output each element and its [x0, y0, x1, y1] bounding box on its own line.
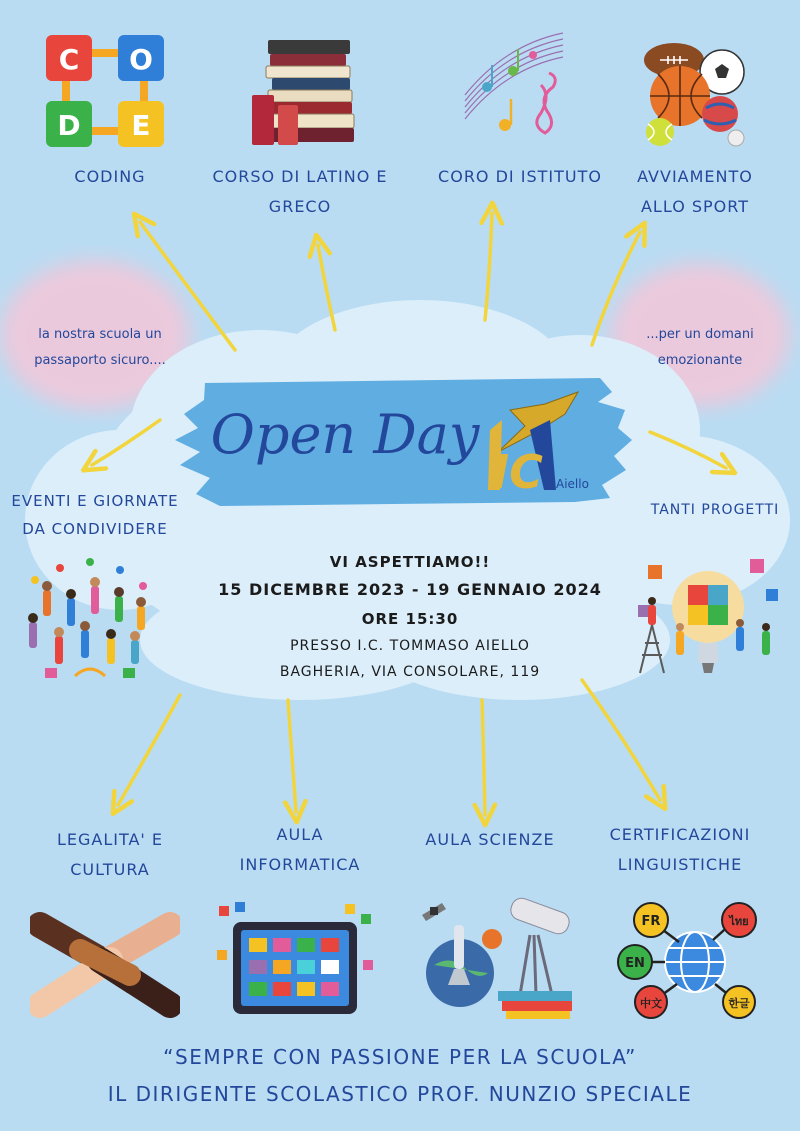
event-address: BAGHERIA, VIA CONSOLARE, 119	[279, 664, 541, 680]
code-letter-e: E	[131, 109, 151, 142]
arrow-informatica	[288, 700, 296, 812]
event-invite: VI ASPETTIAMO!!	[329, 553, 491, 571]
label-aula-informatica: AULA INFORMATICA	[239, 825, 361, 874]
tagline-right: ...per un domani emozionante	[646, 327, 754, 368]
arrow-scienze	[482, 700, 485, 815]
label-avviamento-sport: AVVIAMENTO ALLO SPORT	[637, 167, 753, 216]
event-venue: PRESSO I.C. TOMMASO AIELLO	[290, 638, 530, 654]
footer-signature: IL DIRIGENTE SCOLASTICO PROF. NUNZIO SPECIALE	[107, 1082, 693, 1106]
joined-hands-icon	[30, 905, 180, 1020]
label-legalita-cultura: LEGALITA' E CULTURA	[56, 830, 164, 879]
label-tanti-progetti: TANTI PROGETTI	[650, 502, 780, 518]
sports-balls-icon	[638, 38, 748, 148]
lang-ko: 한글	[728, 997, 750, 1010]
open-day-title: Open Day	[210, 403, 480, 466]
label-coding: CODING	[74, 167, 146, 186]
telescope-space-icon	[420, 895, 580, 1020]
code-blocks-icon	[44, 33, 166, 149]
music-notes-icon	[455, 25, 565, 140]
lang-zh: 中文	[640, 997, 662, 1010]
footer-quote: “SEMPRE CON PASSIONE PER LA SCUOLA”	[163, 1045, 637, 1069]
arrow-certificazioni	[582, 680, 660, 800]
label-aula-scienze: AULA SCIENZE	[425, 830, 555, 849]
tablet-apps-icon	[215, 900, 375, 1020]
event-time: ORE 15:30	[361, 610, 459, 628]
logo-subtext: Aiello	[556, 477, 589, 491]
label-eventi-giornate: EVENTI E GIORNATE DA CONDIVIDERE	[11, 492, 179, 538]
code-letter-d: D	[57, 109, 81, 142]
code-letter-o: O	[129, 43, 153, 76]
arrow-latino	[318, 245, 335, 330]
lang-fr: FR	[641, 914, 661, 929]
label-coro-istituto: CORO DI ISTITUTO	[438, 167, 602, 186]
event-dates: 15 DICEMBRE 2023 - 19 GENNAIO 2024	[218, 580, 602, 599]
languages-globe-icon	[615, 900, 775, 1020]
puzzle-team-icon	[628, 545, 788, 675]
tagline-left: la nostra scuola un passaporto sicuro....	[34, 327, 166, 368]
lang-th: ไทย	[729, 915, 749, 928]
book-stack-icon	[248, 35, 358, 155]
label-corso-latino-greco: CORSO DI LATINO E GRECO	[212, 167, 388, 216]
arrow-legalita	[118, 695, 180, 805]
label-certificazioni-linguistiche: CERTIFICAZIONI LINGUISTICHE	[609, 825, 751, 874]
logo-letters: IC	[492, 445, 543, 499]
party-people-icon	[15, 550, 165, 685]
ic-aiello-logo	[470, 390, 600, 500]
arrow-coro	[485, 213, 492, 320]
code-letter-c: C	[58, 43, 80, 76]
lang-en: EN	[625, 956, 645, 971]
